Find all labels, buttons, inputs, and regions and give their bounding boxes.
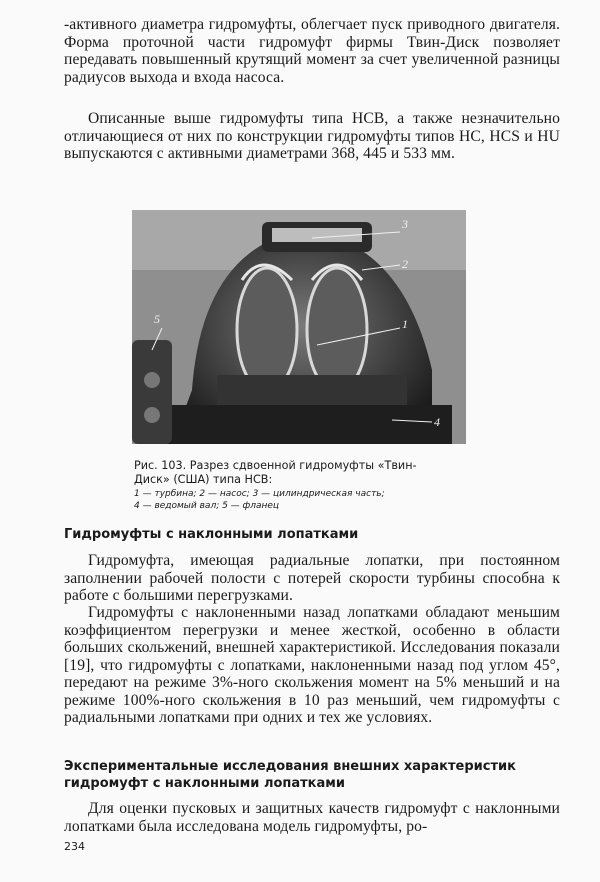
paragraph-5: Для оценки пусковых и защитных качеств гидромуфт с наклонными лопатками была исследована модель гидромуфты, ро- [64,800,560,835]
heading-2-line-1: Экспериментальные исследования внешних характеристик [64,759,516,774]
label-3: 3 [402,217,408,231]
figure-legend [134,489,474,512]
heading-2-line-2: гидромуфт с наклонными лопатками [64,776,346,791]
figure-caption [134,459,474,487]
label-1: 1 [402,317,408,331]
paragraph-3: Гидромуфта, имеющая радиальные лопатки, при постоянном заполнении рабочей полости с потерей скорости турбины способна к работе с большими перегрузками. [64,552,560,604]
section-heading-1: Гидромуфты с наклонными лопатками [64,527,359,542]
figure-103-photo [132,210,466,444]
section-heading-2 [64,758,564,792]
label-2: 2 [402,257,408,271]
paragraph-1: -активного диаметра гидромуфты, облегчает пуск приводного двигателя. Форма проточной части гидромуфт фирмы Твин-Диск позволяет передавать повышенный крутящий момент за счет увеличенной разницы радиусов выхода и входа насоса. [64,16,560,86]
legend-line-2: 4 — ведомый вал; 5 — фланец [134,500,280,511]
page-number: 234 [64,840,85,853]
legend-line-1: 1 — турбина; 2 — насос; 3 — цилиндрическая часть; [134,489,385,499]
caption-line-1: Рис. 103. Разрез сдвоенной гидромуфты «Твин- [134,459,417,472]
paragraph-4: Гидромуфты с наклоненными назад лопатками обладают меньшим коэффициентом перегрузки и менее жесткой, особенно в области больших скольжений, внешней характеристикой. Исследования показали [19], что гидромуфты с лопатками, наклоненными назад под углом 45°, передают на режиме 3%-ного скольжения момент на 5% меньший и на режиме 100%-ного скольжения в 10 раз меньший, чем гидромуфты с радиальными лопатками при одних и тех же условиях. [64,604,560,726]
coupling-cutaway-image [132,210,466,444]
label-5: 5 [154,312,160,326]
caption-line-2: Диск» (США) типа НСВ: [134,473,273,486]
label-4: 4 [434,415,440,429]
paragraph-2: Описанные выше гидромуфты типа НСВ, а также незначительно отличающиеся от них по конструкции гидромуфты типов НС, HCS и HU выпускаются с активными диаметрами 368, 445 и 533 мм. [64,110,560,162]
